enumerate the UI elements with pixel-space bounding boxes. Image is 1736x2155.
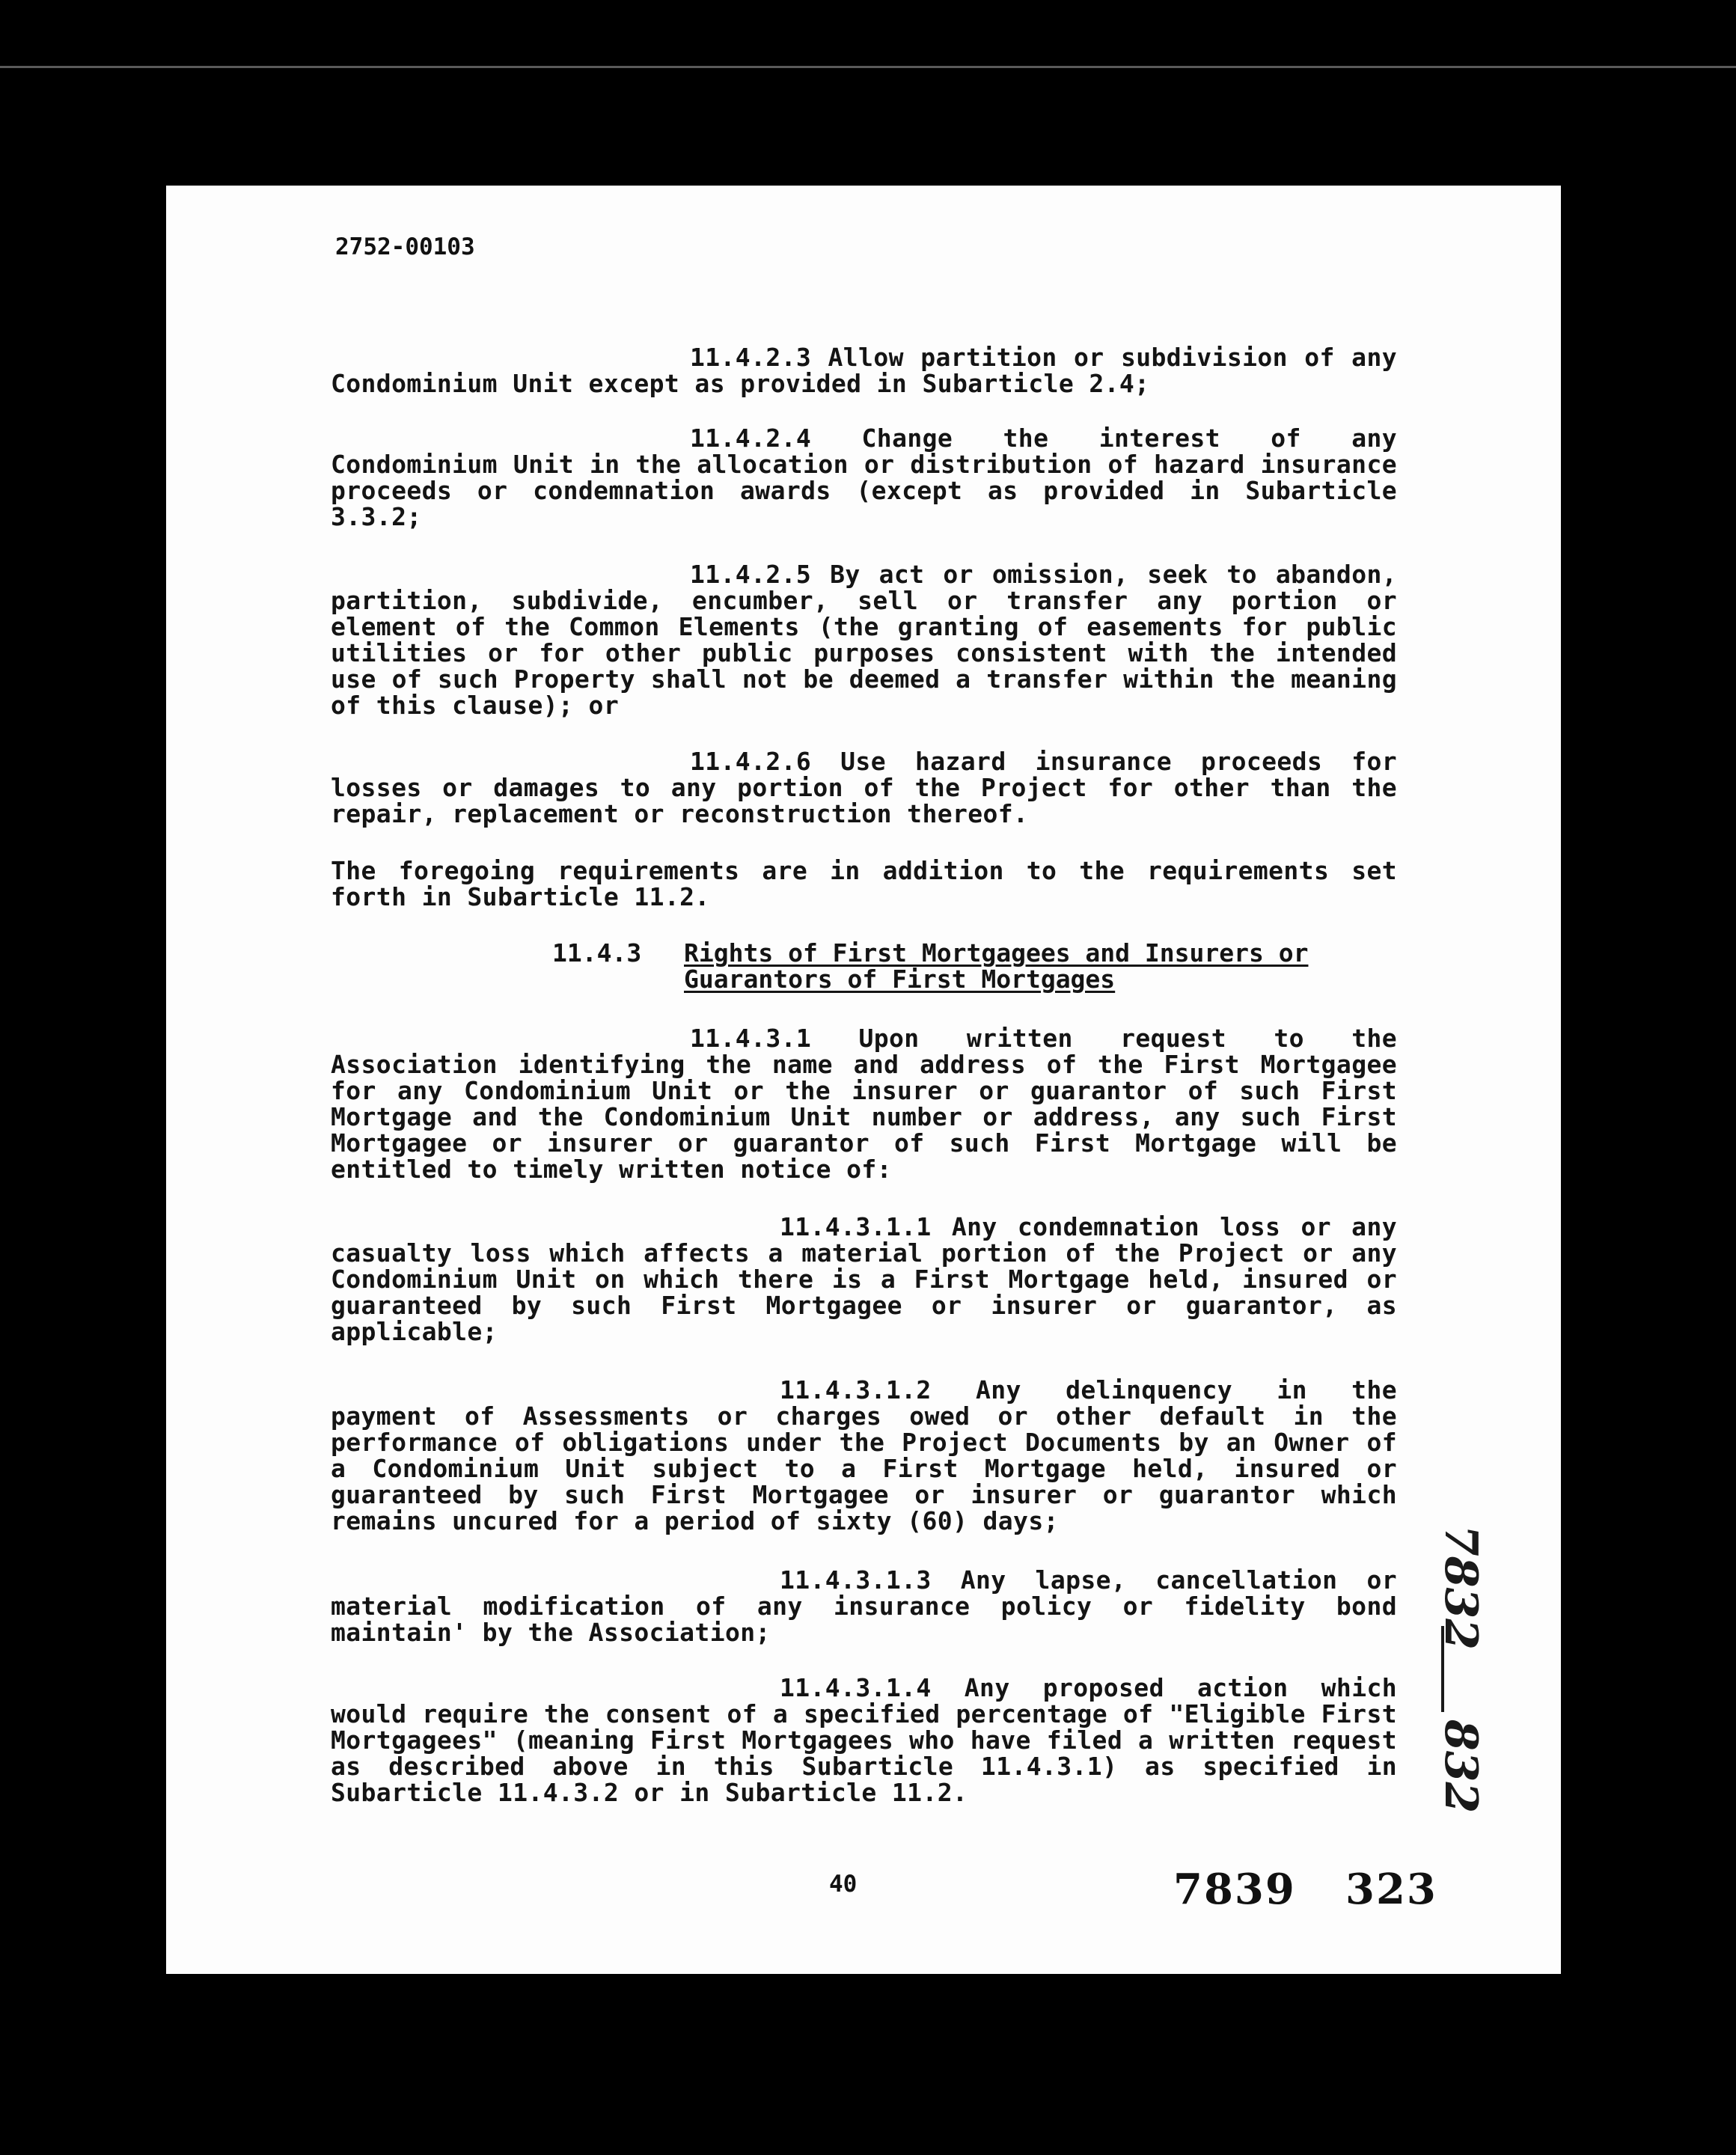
paragraph-11-4-3-1: 11.4.3.1 Upon written request to the Association identifying the name and address of the First Mortgagee for any Condominium Unit or the insurer or guarantor of such First Mortgage and the Condominium Unit number or address, any such First Mortgagee or insurer or guarantor of such First Mortgage will be entitled to timely written notice of: bbox=[331, 1024, 1397, 1184]
paragraph-11-4-3-1-4: 11.4.3.1.4 Any proposed action which would require the consent of a specified percentage of "Eligible First Mortgagees" (meaning First Mortgagees who have filed a written request as described above in this Subarticle 11.4.3.1) as specified in Subarticle 11.4.3.2 or in Subarticle 11.2. bbox=[331, 1673, 1397, 1807]
scan-dark-border bbox=[0, 0, 1736, 150]
paragraph-11-4-2-6: 11.4.2.6 Use hazard insurance proceeds for losses or damages to any portion of the Project for other than the repair, replacement or reconstruction thereof. bbox=[331, 747, 1397, 828]
paragraph-11-4-3-1-3: 11.4.3.1.3 Any lapse, cancellation or material modification of any insurance policy or fidelity bond maintain' by the Association; bbox=[331, 1565, 1397, 1647]
page-number: 40 bbox=[829, 1871, 858, 1898]
scan-edge-line bbox=[0, 66, 1736, 68]
section-heading-11-4-3 bbox=[552, 940, 1398, 992]
svg-text:832: 832 bbox=[1434, 1720, 1487, 1814]
document-id: 2752-00103 bbox=[335, 233, 475, 260]
recording-stamp-book: 7839 bbox=[1173, 1865, 1296, 1914]
handwritten-reference-note bbox=[1407, 1503, 1512, 1892]
recording-stamp-page: 323 bbox=[1345, 1865, 1437, 1914]
paragraph-11-4-2-5: 11.4.2.5 By act or omission, seek to abandon, partition, subdivide, encumber, sell or transfer any portion or element of the Common Elements (the granting of easements for public utilities or for other public purposes consistent with the intended use of such Property shall not be deemed a transfer within the meaning of this clause); or bbox=[331, 560, 1397, 720]
paragraph-11-4-3-1-2: 11.4.3.1.2 Any delinquency in the payment of Assessments or charges owed or other default in the performance of obligations under the Project Documents by an Owner of a Condominium Unit subject to a First Mortgage held, insured or guaranteed by such First Mortgagee or insurer or guarantor which remains uncured for a period of sixty (60) days; bbox=[331, 1375, 1397, 1535]
paragraph-11-4-3-1-1: 11.4.3.1.1 Any condemnation loss or any casualty loss which affects a material portion of the Project or any Condominium Unit on which there is a First Mortgage held, insured or guaranteed by such First Mortgagee or insurer or guarantor, as applicable; bbox=[331, 1212, 1397, 1346]
paragraph-11-4-2-3: 11.4.2.3 Allow partition or subdivision of any Condominium Unit except as provided in Subarticle 2.4; bbox=[331, 343, 1397, 398]
paragraph-foregoing: The foregoing requirements are in addition to the requirements set forth in Subarticle 11.2. bbox=[331, 856, 1397, 911]
paragraph-11-4-2-4: 11.4.2.4 Change the interest of any Condominium Unit in the allocation or distribution of hazard insurance proceeds or condemnation awards (except as provided in Subarticle 3.3.2; bbox=[331, 424, 1397, 531]
heading-title: Rights of First Mortgagees and Insurers or Guarantors of First Mortgages bbox=[684, 938, 1309, 994]
heading-number: 11.4.3 bbox=[552, 938, 642, 968]
document-page bbox=[166, 186, 1561, 1974]
svg-text:7832: 7832 bbox=[1434, 1525, 1487, 1650]
